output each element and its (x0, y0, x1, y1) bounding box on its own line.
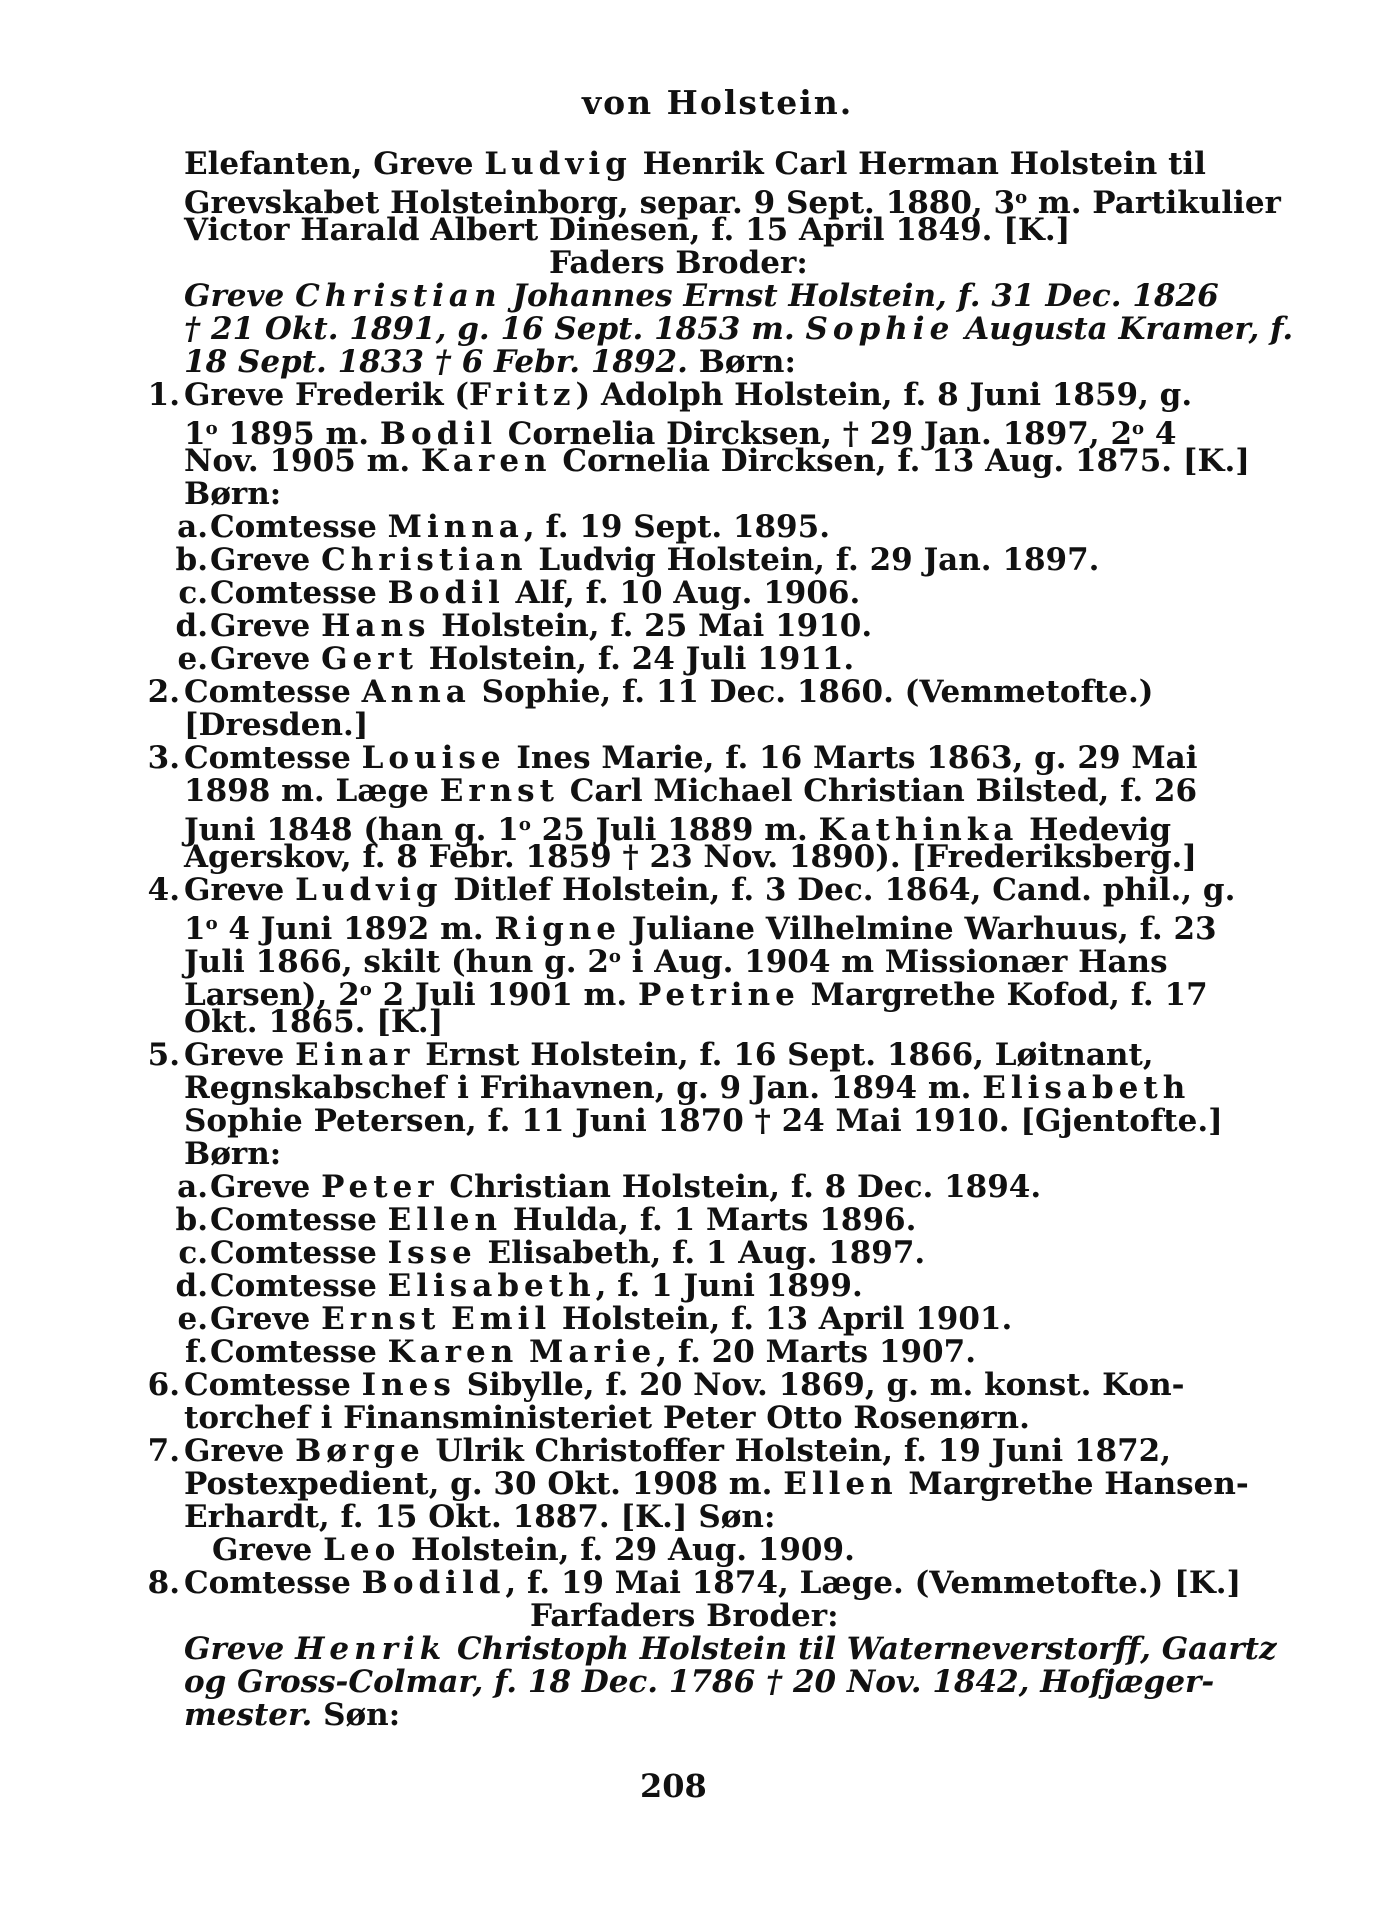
text-line: Greve Christian Johannes Ernst Holstein, f. 31 Dec. 1826 (184, 278, 1219, 314)
text-line: Regnskabschef i Frihavnen, g. 9 Jan. 1894 m. Elisabeth (184, 1070, 1191, 1106)
text-line: Børn: (184, 1136, 282, 1172)
list-item: d.Comtesse Elisabeth, f. 1 Juni 1899. (175, 1268, 863, 1304)
text-line: Larsen), 2$^o$ 2 Juli 1901 m. Petrine Margrethe Kofod, f. 17 (184, 977, 1208, 1013)
text-line: Grevskabet Holsteinborg, separ. 9 Sept. 1880, 3$^o$ m. Partikulier (184, 185, 1281, 221)
list-item: a.Greve Peter Christian Holstein, f. 8 Dec. 1894. (177, 1169, 1042, 1205)
section-heading: Farfaders Broder: (530, 1598, 839, 1634)
text-line: Elefanten, Greve Ludvig Henrik Carl Herman Holstein til (184, 146, 1206, 182)
list-item: f.Comtesse Karen Marie, f. 20 Marts 1907. (184, 1334, 976, 1370)
list-item: b.Greve Christian Ludvig Holstein, f. 29 Jan. 1897. (175, 542, 1100, 578)
text-line: 1898 m. Læge Ernst Carl Michael Christian Bilsted, f. 26 (184, 773, 1198, 809)
list-item: e.Greve Ernst Emil Holstein, f. 13 April 1901. (177, 1301, 1013, 1337)
text-line: [Dresden.] (184, 707, 369, 743)
text-line: † 21 Okt. 1891, g. 16 Sept. 1853 m. Sophie Augusta Kramer, f. (184, 311, 1294, 347)
text-line: Agerskov, f. 8 Febr. 1859 † 23 Nov. 1890). [Frederiksberg.] (184, 839, 1197, 875)
page-number: 208 (640, 1767, 707, 1805)
text-line: Erhardt, f. 15 Okt. 1887. [K.] Søn: (184, 1499, 776, 1535)
list-item: 7. Greve Børge Ulrik Christoffer Holstein, f. 19 Juni 1872, (147, 1433, 1172, 1469)
text-line: torchef i Finansministeriet Peter Otto Rosenørn. (184, 1400, 1030, 1436)
text-line: Postexpedient, g. 30 Okt. 1908 m. Ellen Margrethe Hansen- (184, 1466, 1249, 1502)
text-line: Greve Leo Holstein, f. 29 Aug. 1909. (212, 1532, 855, 1568)
text-line: Greve Henrik Christoph Holstein til Waterneverstorff, Gaartz (184, 1631, 1277, 1667)
list-item: d.Greve Hans Holstein, f. 25 Mai 1910. (175, 608, 873, 644)
text-line: Okt. 1865. [K.] (184, 1004, 444, 1040)
section-heading: Faders Broder: (549, 245, 808, 281)
list-item: 8. Comtesse Bodild, f. 19 Mai 1874, Læge. (Vemmetofte.) [K.] (147, 1565, 1242, 1601)
text-line: Sophie Petersen, f. 11 Juni 1870 † 24 Mai 1910. [Gjentofte.] (184, 1103, 1223, 1139)
list-item: 5. Greve Einar Ernst Holstein, f. 16 Sept. 1866, Løitnant, (147, 1037, 1154, 1073)
page-header: von Holstein. (582, 83, 854, 122)
list-item: b.Comtesse Ellen Hulda, f. 1 Marts 1896. (175, 1202, 917, 1238)
text-line: Juni 1848 (han g. 1$^o$ 25 Juli 1889 m. Kathinka Hedevig (184, 812, 1172, 848)
text-line: 1$^o$ 1895 m. Bodil Cornelia Dircksen, † 29 Jan. 1897, 2$^o$ 4 (184, 416, 1177, 452)
list-item: 6. Comtesse Ines Sibylle, f. 20 Nov. 1869, g. m. konst. Kon- (147, 1367, 1185, 1403)
list-item: c.Comtesse Bodil Alf, f. 10 Aug. 1906. (178, 575, 861, 611)
text-line: 18 Sept. 1833 † 6 Febr. 1892. Børn: (184, 344, 796, 380)
list-item: a.Comtesse Minna, f. 19 Sept. 1895. (177, 509, 830, 545)
text-line: og Gross-Colmar, f. 18 Dec. 1786 † 20 Nov. 1842, Hofjæger- (184, 1664, 1215, 1700)
text-line: Victor Harald Albert Dinesen, f. 15 April 1849. [K.] (184, 212, 1071, 248)
list-item: 1. Greve Frederik (Fritz) Adolph Holstein, f. 8 Juni 1859, g. (147, 377, 1193, 413)
text-line: Nov. 1905 m. Karen Cornelia Dircksen, f. 13 Aug. 1875. [K.] (184, 443, 1250, 479)
text-line: 1$^o$ 4 Juni 1892 m. Rigne Juliane Vilhelmine Warhuus, f. 23 (184, 911, 1217, 947)
list-item: 2. Comtesse Anna Sophie, f. 11 Dec. 1860. (Vemmetofte.) (147, 674, 1154, 710)
text-line: mester. Søn: (184, 1697, 401, 1733)
text-line: Juli 1866, skilt (hun g. 2$^o$ i Aug. 1904 m Missionær Hans (184, 944, 1168, 980)
list-item: 4. Greve Ludvig Ditlef Holstein, f. 3 Dec. 1864, Cand. phil., g. (147, 872, 1236, 908)
list-item: 3. Comtesse Louise Ines Marie, f. 16 Marts 1863, g. 29 Mai (147, 740, 1198, 776)
list-item: c.Comtesse Isse Elisabeth, f. 1 Aug. 1897. (178, 1235, 926, 1271)
text-line: Børn: (184, 476, 282, 512)
list-item: e.Greve Gert Holstein, f. 24 Juli 1911. (177, 641, 855, 677)
